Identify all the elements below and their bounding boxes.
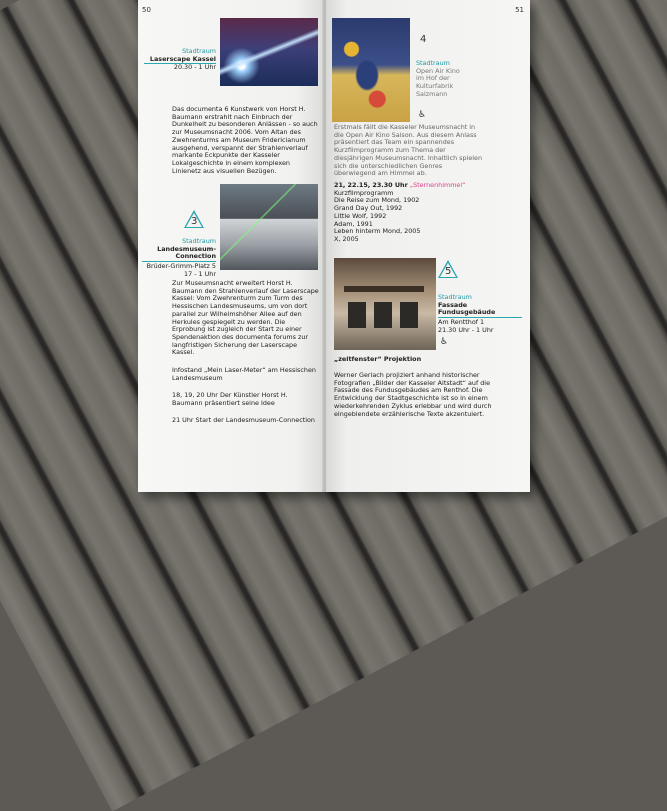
event4-number: 4	[420, 34, 427, 45]
right-page	[326, 0, 530, 492]
event5-title-line1: Fassade	[438, 300, 468, 309]
page-number-right: 51	[515, 6, 524, 14]
event3-dates: 18, 19, 20 Uhr Der Künstler Horst H. Baumann präsentiert seine Idee	[172, 391, 288, 407]
event4-program-title: Kurzfilmprogramm	[334, 188, 394, 197]
event1-description: Das documenta 6 Kunstwerk von Horst H. Baumann erstrahlt nach Einbruch der Dunkelheit zu besonderen Anlässen - so auch zur Museumsnacht 2006. Vom Altan des Zwehrenturms am Museum Fridericianum ausgehend, verspannt der Strahlenverlauf markante Eckpunkte der Kasseler Lokalgeschichte in einem komplexen Linienetz aus visuellen Bezügen.	[172, 105, 318, 175]
accessibility-icon: ♿	[418, 110, 427, 120]
fundus-building-photo	[334, 258, 436, 350]
film-item: Leben hinterm Mond, 2005	[334, 227, 421, 236]
event1-title: Laserscape Kassel	[149, 54, 216, 63]
event5-address-block	[438, 319, 522, 334]
event5-description: Werner Gerlach projiziert anhand historischer Fotografien „Bilder der Kasseler Altstadt“ auf die Fassade des Fundusgebäudes am Renthof. Die Entwicklung der Stadtgeschichte ist so in einem wiederkehrenden Zyklus erlebbar und wird durch eingeblendete erzählerische Texte akzentuiert.	[334, 371, 492, 418]
page-number-left: 50	[142, 6, 151, 14]
event3-infostand: Infostand „Mein Laser-Meter“ am Hessischen Landesmuseum	[172, 366, 316, 382]
event5-header	[438, 294, 522, 318]
event3-start: 21 Uhr Start der Landesmuseum-Connection	[172, 416, 315, 424]
event4-title: Open Air Kino	[416, 66, 460, 75]
event3-header	[142, 238, 216, 262]
open-booklet	[138, 0, 530, 492]
accessibility-icon: ♿	[440, 337, 449, 347]
event3-time: 17 - 1 Uhr	[184, 269, 216, 278]
event5-label: Stadtraum	[438, 293, 472, 301]
film-item: X, 2005	[334, 234, 359, 243]
left-page	[138, 0, 324, 492]
laser-photo	[220, 18, 318, 86]
event4-program	[334, 182, 524, 244]
museum-tower-photo	[220, 184, 318, 270]
event4-program-highlight: „Sternenhimmel“	[409, 181, 466, 189]
event4-label: Stadtraum	[416, 59, 450, 67]
event1-header	[144, 48, 216, 64]
event4-location: im Hof der Kulturfabrik Salzmann	[416, 74, 454, 98]
film-item: Die Reise zum Mond, 1902	[334, 196, 420, 205]
event5-number: 5	[445, 266, 452, 277]
film-item: Adam, 1991	[334, 219, 373, 228]
event3-address-block	[142, 263, 216, 278]
event3-title-line1: Landesmuseum-	[157, 244, 216, 253]
surreal-painting-image	[332, 18, 410, 122]
event5-title-line2: Fundusgebäude	[438, 308, 496, 317]
event5-subtitle: „zeitfenster“ Projektion	[334, 355, 422, 363]
event4-description: Erstmals fällt die Kasseler Museumsnacht in die Open Air Kino Saison. Aus diesem Anlass präsentiert das Team ein spannendes Kurzfilmprogramm zum Thema der diesjährigen Museumsnacht. Inhaltlich spielen sich die unterschiedlichen Genres überwiegend am Himmel ab.	[334, 123, 483, 178]
event3-description: Zur Museumsnacht erweitert Horst H. Baumann den Strahlenverlauf der Laserscape Kassel: Vom Zwehrenturm zum Turm des Hessischen Landesmuseums, um von dort parallel zur Wilhelmshöher Allee auf den Herkules gespiegelt zu werden. Die Erprobung ist zugleich der Start zu einer Spendenaktion des documenta forums zur langfristigen Sicherung der Laserscape Kassel.	[172, 279, 319, 357]
event4-header	[416, 60, 480, 99]
film-item: Grand Day Out, 1992	[334, 204, 403, 213]
event3-label: Stadtraum	[182, 237, 216, 245]
event5-address: Am Rentthof 1	[438, 318, 485, 326]
event3-address: Brüder-Grimm-Platz 5	[146, 262, 216, 270]
event3-number: 3	[191, 216, 198, 227]
event3-title-line2: Connection	[175, 252, 216, 261]
film-item: Little Wolf, 1992	[334, 211, 387, 220]
event5-time: 21.30 Uhr - 1 Uhr	[438, 325, 494, 334]
event4-program-time: 21, 22.15, 23.30 Uhr	[334, 181, 408, 189]
event1-time: 20.30 - 1 Uhr	[173, 63, 216, 71]
event1-label: Stadtraum	[182, 47, 216, 55]
